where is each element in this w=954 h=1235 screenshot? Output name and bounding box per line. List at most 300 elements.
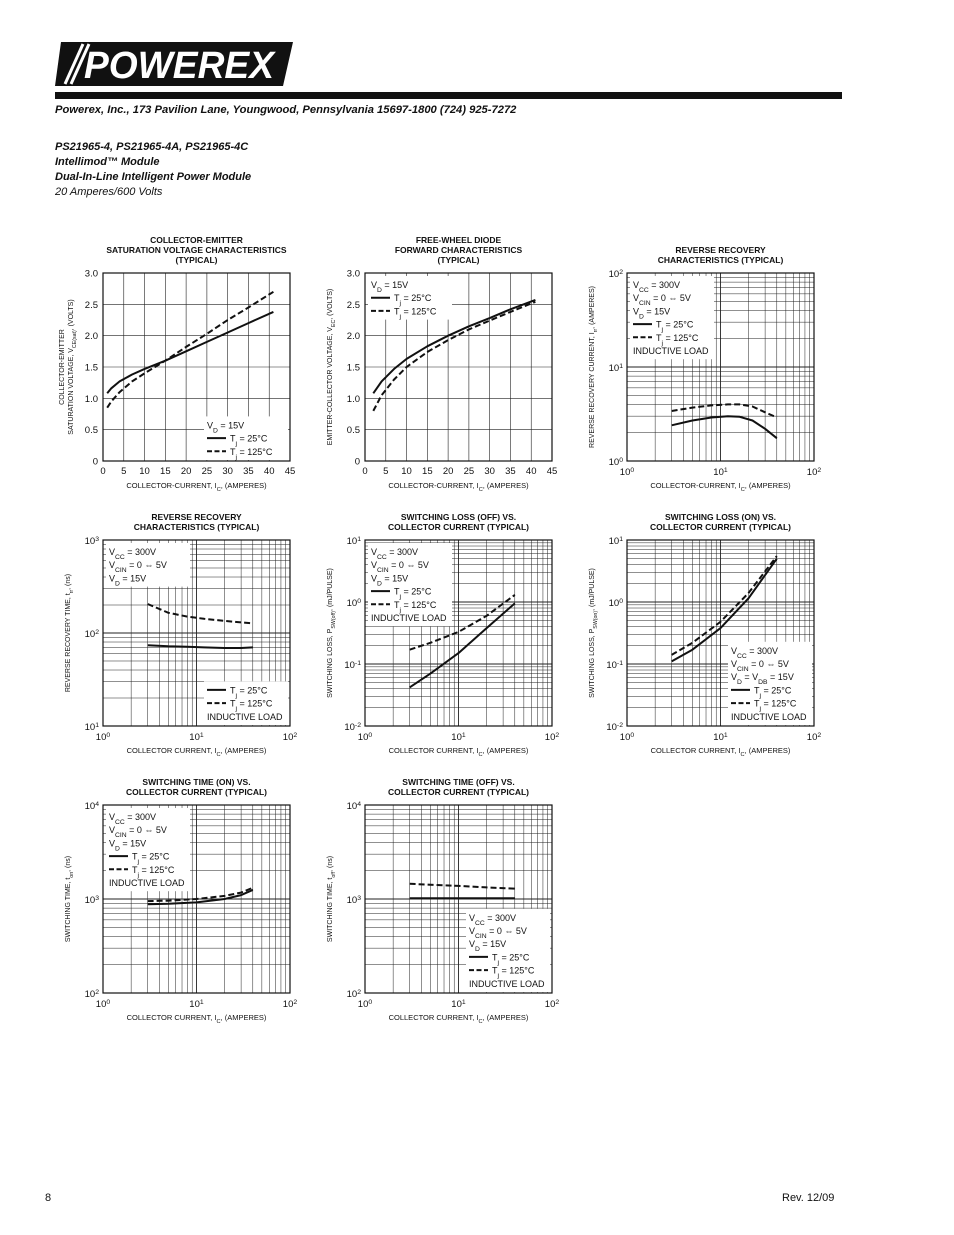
x-tick-label: 0 — [100, 466, 106, 477]
legend-entry-part: = 125°C — [237, 698, 273, 709]
chart-title: (TYPICAL) — [437, 255, 480, 265]
y-tick-label — [344, 660, 361, 672]
legend-entry-part: = 300V — [124, 812, 157, 822]
series-line-25c — [672, 416, 777, 438]
y-tick-label — [609, 598, 624, 610]
chart-title: SWITCHING LOSS (OFF) VS. — [400, 512, 517, 522]
legend-entry-part: CC — [115, 818, 125, 826]
legend-entry-part: = 300V — [124, 547, 157, 557]
legend-entry-part: D — [737, 678, 742, 686]
legend-entry-part: T — [394, 586, 400, 597]
y-tick-label: 2.5 — [84, 299, 98, 311]
y-tick-label-exp: 0 — [619, 597, 623, 605]
legend-entry-part: D — [475, 945, 480, 953]
legend-entry-part: = 0 ⇔ 5V — [126, 825, 167, 836]
y-axis-label-part: SWITCHING TIME, t — [65, 877, 72, 943]
legend-entry-part: = 125°C — [401, 599, 437, 610]
legend-entry-part: D — [213, 426, 218, 434]
legend-entry — [207, 712, 283, 722]
y-tick-label: 2.0 — [84, 331, 98, 343]
legend-entry-part: T — [754, 698, 760, 709]
legend-entry — [109, 878, 185, 888]
x-tick-label-exp: 2 — [555, 731, 560, 739]
legend-entry-part: j — [137, 871, 139, 879]
chart-1 — [59, 235, 295, 493]
y-tick-label: 1.0 — [346, 393, 360, 405]
legend-entry-part: D — [377, 286, 382, 294]
x-axis-label-part: COLLECTOR-CURRENT, I — [388, 481, 479, 490]
x-axis-label-part: C — [216, 752, 221, 758]
y-tick-label: 2.0 — [346, 331, 360, 343]
y-tick-label-exp: 1 — [95, 721, 99, 729]
x-axis-label — [389, 746, 529, 758]
legend-entry-part: = 25°C — [401, 586, 432, 597]
legend-entry-part: = 25°C — [663, 319, 694, 330]
chart-3 — [589, 245, 821, 493]
x-tick-label-exp: 1 — [199, 731, 204, 739]
x-tick-label-exp: 0 — [630, 466, 635, 474]
x-tick-label: 25 — [463, 466, 475, 477]
y-tick-label-exp: 4 — [95, 800, 99, 808]
chart-title: COLLECTOR CURRENT (TYPICAL) — [649, 522, 792, 532]
y-tick-label-exp: 2 — [619, 268, 623, 276]
x-tick-label-base: 10 — [544, 732, 556, 743]
chart-title: SWITCHING TIME (OFF) VS. — [402, 777, 515, 787]
chart-title: REVERSE RECOVERY — [151, 512, 242, 522]
legend-entry-part: T — [132, 864, 138, 875]
y-tick-label-exp: 1 — [619, 535, 623, 543]
x-tick-label-base: 10 — [619, 467, 631, 478]
legend-entry-part: = 125°C — [237, 446, 273, 457]
y-axis-label-part: SWITCHING LOSS, P — [589, 628, 596, 698]
x-tick-label — [96, 732, 111, 744]
x-tick-label-base: 10 — [282, 732, 294, 743]
y-axis-label-part: EMITTER-COLLECTOR VOLTAGE, V — [327, 327, 334, 446]
legend-entry-part: D — [115, 844, 120, 852]
y-tick-label — [85, 629, 100, 641]
y-axis-label-part: , (ns) — [65, 855, 72, 872]
y-tick-label-base: 10 — [344, 660, 355, 671]
y-tick-label: 0.5 — [346, 425, 360, 437]
product-line: Intellimod™ Module — [55, 156, 160, 168]
legend-entry-part: j — [661, 339, 663, 347]
legend-entry-part: = 15V — [381, 280, 409, 290]
legend-entry-part: INDUCTIVE LOAD — [633, 346, 709, 356]
y-axis-label-part: SW(on) — [593, 610, 599, 629]
legend-entry-part: INDUCTIVE LOAD — [371, 613, 447, 623]
legend-entry-part: j — [661, 326, 663, 334]
y-axis-label-part: EC — [331, 319, 337, 328]
legend-entry-part: j — [759, 691, 761, 699]
y-tick-label-base: 10 — [84, 629, 96, 640]
legend-entry-part: = 125°C — [401, 306, 437, 317]
y-axis-label-part: on — [69, 871, 75, 878]
x-tick-label — [358, 732, 373, 744]
page-number: 8 — [45, 1192, 52, 1204]
legend-entry-part: CIN — [475, 932, 487, 940]
x-axis-label-part: C — [740, 487, 745, 493]
legend-entry-part: = 300V — [746, 645, 779, 656]
legend-entry-part: T — [230, 433, 236, 444]
y-tick-label-exp: 4 — [357, 800, 361, 808]
y-axis-label-part: rr — [69, 589, 75, 594]
product-rating: 20 Amperes/600 Volts — [55, 186, 163, 198]
y-axis-label-part: SATURATION VOLTAGE, V — [68, 348, 75, 435]
x-tick-label-exp: 1 — [461, 731, 466, 739]
y-axis-label-part: SWITCHING TIME, t — [327, 877, 334, 943]
legend-entry-part: j — [235, 440, 237, 448]
y-axis-label-part: SWITCHING LOSS, P — [327, 628, 334, 698]
y-tick-label-base: 10 — [346, 536, 358, 547]
legend-entry-part: = 0 ⇔ 5V — [650, 293, 691, 304]
x-tick-label: 5 — [383, 466, 389, 477]
x-axis-label-part: , (AMPERES) — [744, 746, 791, 755]
x-tick-label — [713, 467, 728, 479]
legend-entry-part: T — [492, 965, 498, 976]
y-tick-label-exp: 0 — [357, 597, 361, 605]
y-tick-label-base: 10 — [608, 598, 620, 609]
chart-title: COLLECTOR CURRENT (TYPICAL) — [387, 787, 530, 797]
chart-2 — [327, 235, 557, 493]
x-tick-label — [451, 732, 466, 744]
x-axis-label-part: , (AMPERES) — [744, 481, 791, 490]
x-tick-label: 15 — [160, 466, 171, 477]
y-axis-label-part: , (ns) — [327, 855, 334, 872]
legend-entry-part: j — [497, 958, 499, 966]
legend-entry-part: = 25°C — [237, 433, 268, 444]
x-tick-label-exp: 2 — [555, 998, 560, 1006]
legend-entry-part: CIN — [377, 566, 389, 574]
legend-entry-part: j — [399, 606, 401, 614]
y-axis-label — [65, 856, 75, 942]
chart-6 — [589, 512, 821, 758]
legend-entry-part: V — [469, 912, 476, 923]
legend-entry-part: = 15V — [119, 838, 147, 849]
legend-entry-part: j — [235, 691, 237, 699]
y-tick-label — [347, 598, 362, 610]
legend-entry — [469, 979, 545, 989]
legend-entry-part: T — [754, 685, 760, 696]
y-tick-label-exp: -2 — [354, 721, 361, 729]
legend-entry-part: INDUCTIVE LOAD — [207, 711, 283, 722]
legend-entry-part: j — [235, 453, 237, 461]
x-axis-label-part: C — [740, 752, 745, 758]
y-axis-label — [327, 568, 337, 698]
x-axis-label-part: , (AMPERES) — [220, 481, 267, 490]
y-axis-label-part: SW(off) — [331, 610, 337, 629]
y-tick-label — [347, 536, 362, 548]
legend-entry-part: T — [394, 306, 400, 317]
legend-entry-part: V — [469, 939, 476, 950]
legend-entry-part: j — [497, 972, 499, 980]
y-tick-label-base: 10 — [84, 989, 96, 1000]
x-tick-label-exp: 2 — [293, 998, 298, 1006]
product-description: Dual-In-Line Intelligent Power Module — [55, 171, 252, 183]
x-tick-label: 0 — [362, 466, 368, 477]
y-axis-label-part: REVERSE RECOVERY TIME, t — [65, 593, 72, 693]
legend-entry-part: V — [207, 420, 214, 431]
legend-entry-part: = 25°C — [401, 293, 432, 304]
y-axis-label — [68, 299, 78, 434]
y-tick-label-base: 10 — [608, 363, 620, 374]
x-axis-label-part: COLLECTOR CURRENT, I — [388, 1013, 479, 1022]
legend-entry-part: CIN — [115, 831, 127, 839]
legend-entry-part: T — [394, 599, 400, 610]
legend-entry-part: T — [132, 851, 138, 862]
x-axis-label-part: C — [478, 487, 483, 493]
y-tick-label — [606, 660, 623, 672]
x-tick-label-base: 10 — [451, 999, 462, 1010]
y-tick-label-base: 10 — [606, 660, 617, 671]
legend-entry-part: = 15V — [381, 573, 409, 584]
legend-entry-part: T — [656, 332, 662, 343]
legend-entry-part: = 0 ⇔ 5V — [126, 560, 167, 571]
chart-8 — [327, 777, 559, 1025]
legend-entry-part: V — [371, 573, 378, 584]
legend-entry-part: V — [109, 560, 116, 571]
chart-title: FREE-WHEEL DIODE — [415, 235, 502, 245]
x-tick-label: 10 — [139, 466, 150, 477]
x-axis-label — [389, 1013, 529, 1025]
legend-entry-part: INDUCTIVE LOAD — [731, 711, 807, 722]
legend-entry-part: = 125°C — [761, 698, 797, 709]
y-tick-label-exp: 1 — [357, 535, 361, 543]
legend-entry-part: V — [109, 838, 116, 849]
legend-entry-part: T — [656, 319, 662, 330]
legend-entry-part: V — [109, 825, 116, 836]
y-tick-label: 3.0 — [84, 268, 98, 280]
y-tick-label: 1.5 — [346, 362, 360, 374]
chart-title: SWITCHING TIME (ON) VS. — [142, 777, 251, 787]
x-axis-label — [651, 746, 791, 758]
y-tick-label-base: 10 — [606, 722, 617, 733]
legend-entry-part: V — [633, 306, 640, 317]
y-tick-label: 0 — [354, 456, 360, 468]
x-tick-label: 20 — [180, 466, 192, 477]
x-tick-label — [283, 999, 298, 1011]
x-tick-label-exp: 1 — [461, 998, 466, 1006]
y-tick-label: 0.5 — [84, 425, 98, 437]
y-tick-label — [347, 801, 362, 813]
x-tick-label-base: 10 — [451, 732, 462, 743]
x-tick-label-exp: 0 — [106, 731, 111, 739]
x-axis-label-part: COLLECTOR-CURRENT, I — [126, 481, 217, 490]
company-address: Powerex, Inc., 173 Pavilion Lane, Youngwood, Pennsylvania 15697-1800 (724) 925-7272 — [55, 104, 517, 116]
y-tick-label — [609, 269, 624, 281]
y-axis-label-part: , (mJ/PULSE) — [327, 568, 334, 611]
y-axis-label-part: CE(sat) — [72, 330, 78, 349]
x-tick-label-base: 10 — [357, 732, 369, 743]
x-axis-label-part: , (AMPERES) — [482, 1013, 529, 1022]
x-tick-label-base: 10 — [189, 732, 200, 743]
chart-title: COLLECTOR CURRENT (TYPICAL) — [125, 787, 268, 797]
legend-entry — [731, 712, 807, 722]
legend-entry-part: T — [230, 685, 236, 696]
y-tick-label — [609, 536, 624, 548]
revision: Rev. 12/09 — [782, 1192, 835, 1204]
y-axis-label-part: REVERSE RECOVERY CURRENT, I — [589, 332, 596, 448]
y-axis-label — [589, 568, 599, 698]
x-axis-label-part: , (AMPERES) — [482, 746, 529, 755]
x-axis-label — [126, 481, 267, 493]
x-tick-label — [189, 999, 204, 1011]
legend-entry-part: T — [230, 698, 236, 709]
x-axis-label-part: , (AMPERES) — [220, 1013, 267, 1022]
x-tick-label — [283, 732, 298, 744]
y-tick-label-base: 10 — [608, 269, 620, 280]
x-tick-label — [620, 467, 635, 479]
x-tick-label-exp: 0 — [630, 731, 635, 739]
chart-7 — [65, 777, 297, 1025]
y-axis-label — [327, 289, 337, 446]
legend-entry-part: CC — [475, 919, 485, 927]
y-tick-label — [609, 363, 624, 375]
y-axis-label-part: , (mJ/PULSE) — [589, 568, 596, 611]
x-tick-label: 40 — [263, 466, 275, 477]
x-axis-label-part: C — [216, 487, 221, 493]
legend-entry-part: INDUCTIVE LOAD — [109, 878, 185, 888]
x-tick-label-base: 10 — [357, 999, 369, 1010]
legend-entry-part: = V — [741, 672, 759, 683]
x-tick-label: 35 — [243, 466, 254, 477]
y-axis-label-part: rr — [593, 328, 599, 333]
x-tick-label-exp: 2 — [817, 731, 822, 739]
x-axis-label-part: COLLECTOR CURRENT, I — [650, 746, 741, 755]
y-tick-label-base: 10 — [84, 895, 96, 906]
x-tick-label-exp: 2 — [293, 731, 298, 739]
legend-entry-part: j — [235, 705, 237, 713]
x-axis-label-part: COLLECTOR CURRENT, I — [126, 746, 217, 755]
legend-entry-part: V — [731, 672, 738, 683]
legend-entry-part: V — [109, 547, 116, 557]
legend-entry-part: j — [399, 312, 401, 320]
y-axis-label — [327, 856, 337, 942]
x-tick-label: 40 — [525, 466, 537, 477]
y-axis-label-part: , (ns) — [65, 573, 72, 590]
y-tick-label: 1.5 — [84, 362, 98, 374]
y-tick-label-base: 10 — [346, 895, 358, 906]
x-tick-label: 20 — [442, 466, 454, 477]
x-tick-label-exp: 1 — [723, 731, 728, 739]
x-tick-label — [713, 732, 728, 744]
logo-text: POWEREX — [84, 45, 277, 87]
x-tick-label-exp: 1 — [723, 466, 728, 474]
chart-title: COLLECTOR-EMITTER — [150, 235, 243, 245]
x-tick-label: 15 — [422, 466, 433, 477]
legend-entry-part: = 15V — [767, 672, 794, 683]
chart-title: SATURATION VOLTAGE CHARACTERISTICS — [106, 245, 287, 255]
chart-title: COLLECTOR CURRENT (TYPICAL) — [387, 522, 530, 532]
y-tick-label: 3.0 — [346, 268, 360, 280]
x-tick-label-base: 10 — [282, 999, 294, 1010]
chart-title: CHARACTERISTICS (TYPICAL) — [133, 522, 260, 532]
chart-title: FORWARD CHARACTERISTICS — [394, 245, 523, 255]
x-axis-label-part: C — [478, 1019, 483, 1025]
x-axis-label — [388, 481, 529, 493]
legend-entry-part: = 300V — [648, 280, 681, 290]
x-tick-label — [189, 732, 204, 744]
x-axis-label — [127, 1013, 267, 1025]
x-tick-label-base: 10 — [713, 467, 724, 478]
x-tick-label: 45 — [546, 466, 558, 477]
legend-entry-part: j — [137, 858, 139, 866]
x-tick-label — [807, 732, 822, 744]
legend-entry-part: V — [371, 280, 378, 290]
x-tick-label-exp: 2 — [817, 466, 822, 474]
y-tick-label-base: 10 — [608, 536, 620, 547]
y-tick-label-exp: 1 — [619, 362, 623, 370]
x-tick-label — [807, 467, 822, 479]
y-axis-label — [589, 286, 599, 448]
x-tick-label: 45 — [284, 466, 296, 477]
y-tick-label-exp: 2 — [95, 628, 99, 636]
legend-entry-part: = 15V — [479, 939, 507, 950]
y-tick-label: 0 — [92, 456, 98, 468]
legend-entry-part: CIN — [639, 299, 651, 307]
legend-entry-part: D — [639, 312, 644, 320]
x-axis-label-part: C — [478, 752, 483, 758]
x-tick-label-base: 10 — [806, 467, 818, 478]
legend-entry-part: CC — [115, 553, 125, 561]
x-tick-label-base: 10 — [95, 999, 107, 1010]
y-axis-label-line1: COLLECTOR-EMITTER — [59, 329, 66, 405]
legend-entry-part: = 125°C — [139, 864, 175, 875]
x-tick-label-base: 10 — [95, 732, 107, 743]
y-tick-label-exp: 3 — [357, 894, 361, 902]
x-tick-label-base: 10 — [806, 732, 818, 743]
legend-entry — [371, 613, 447, 623]
x-axis-label — [650, 481, 791, 493]
x-tick-label: 30 — [484, 466, 495, 477]
chart-title: SWITCHING LOSS (ON) VS. — [665, 512, 776, 522]
chart-title: REVERSE RECOVERY — [675, 245, 766, 255]
y-tick-label-exp: 3 — [95, 894, 99, 902]
x-tick-label-exp: 0 — [368, 731, 373, 739]
y-tick-label — [85, 536, 100, 548]
legend-entry-part: V — [469, 926, 476, 936]
series-line-125c — [148, 604, 253, 623]
legend-entry-part: V — [109, 573, 116, 584]
y-axis-label-part: off — [331, 871, 337, 878]
legend-entry-part: V — [371, 560, 378, 571]
legend-entry-part: = 0 ⇔ 5V — [388, 560, 429, 571]
y-tick-label-base: 10 — [84, 722, 96, 733]
series-line-125c — [410, 884, 515, 889]
legend-entry-part: = 15V — [643, 306, 671, 317]
y-tick-label-exp: 0 — [619, 456, 623, 464]
chart-4 — [65, 512, 297, 758]
y-tick-label-base: 10 — [84, 536, 96, 547]
x-tick-label: 25 — [201, 466, 213, 477]
x-tick-label — [545, 999, 560, 1011]
y-tick-label: 1.0 — [84, 393, 98, 405]
y-tick-label — [85, 895, 100, 907]
x-tick-label — [620, 732, 635, 744]
x-tick-label: 5 — [121, 466, 127, 477]
legend-entry-part: = 0 ⇔ 5V — [748, 659, 789, 669]
x-axis-label — [127, 746, 267, 758]
x-tick-label — [358, 999, 373, 1011]
chart-5 — [327, 512, 559, 758]
legend-entry-part: D — [115, 579, 120, 587]
y-axis-label-part: , (AMPERES) — [589, 286, 596, 329]
legend-entry-part: = 25°C — [499, 952, 530, 963]
legend-entry-part: CC — [377, 553, 387, 561]
x-axis-label-part: COLLECTOR-CURRENT, I — [650, 481, 741, 490]
legend-entry-part: CC — [737, 652, 747, 660]
y-tick-label-exp: -2 — [616, 721, 623, 729]
x-tick-label-base: 10 — [619, 732, 631, 743]
